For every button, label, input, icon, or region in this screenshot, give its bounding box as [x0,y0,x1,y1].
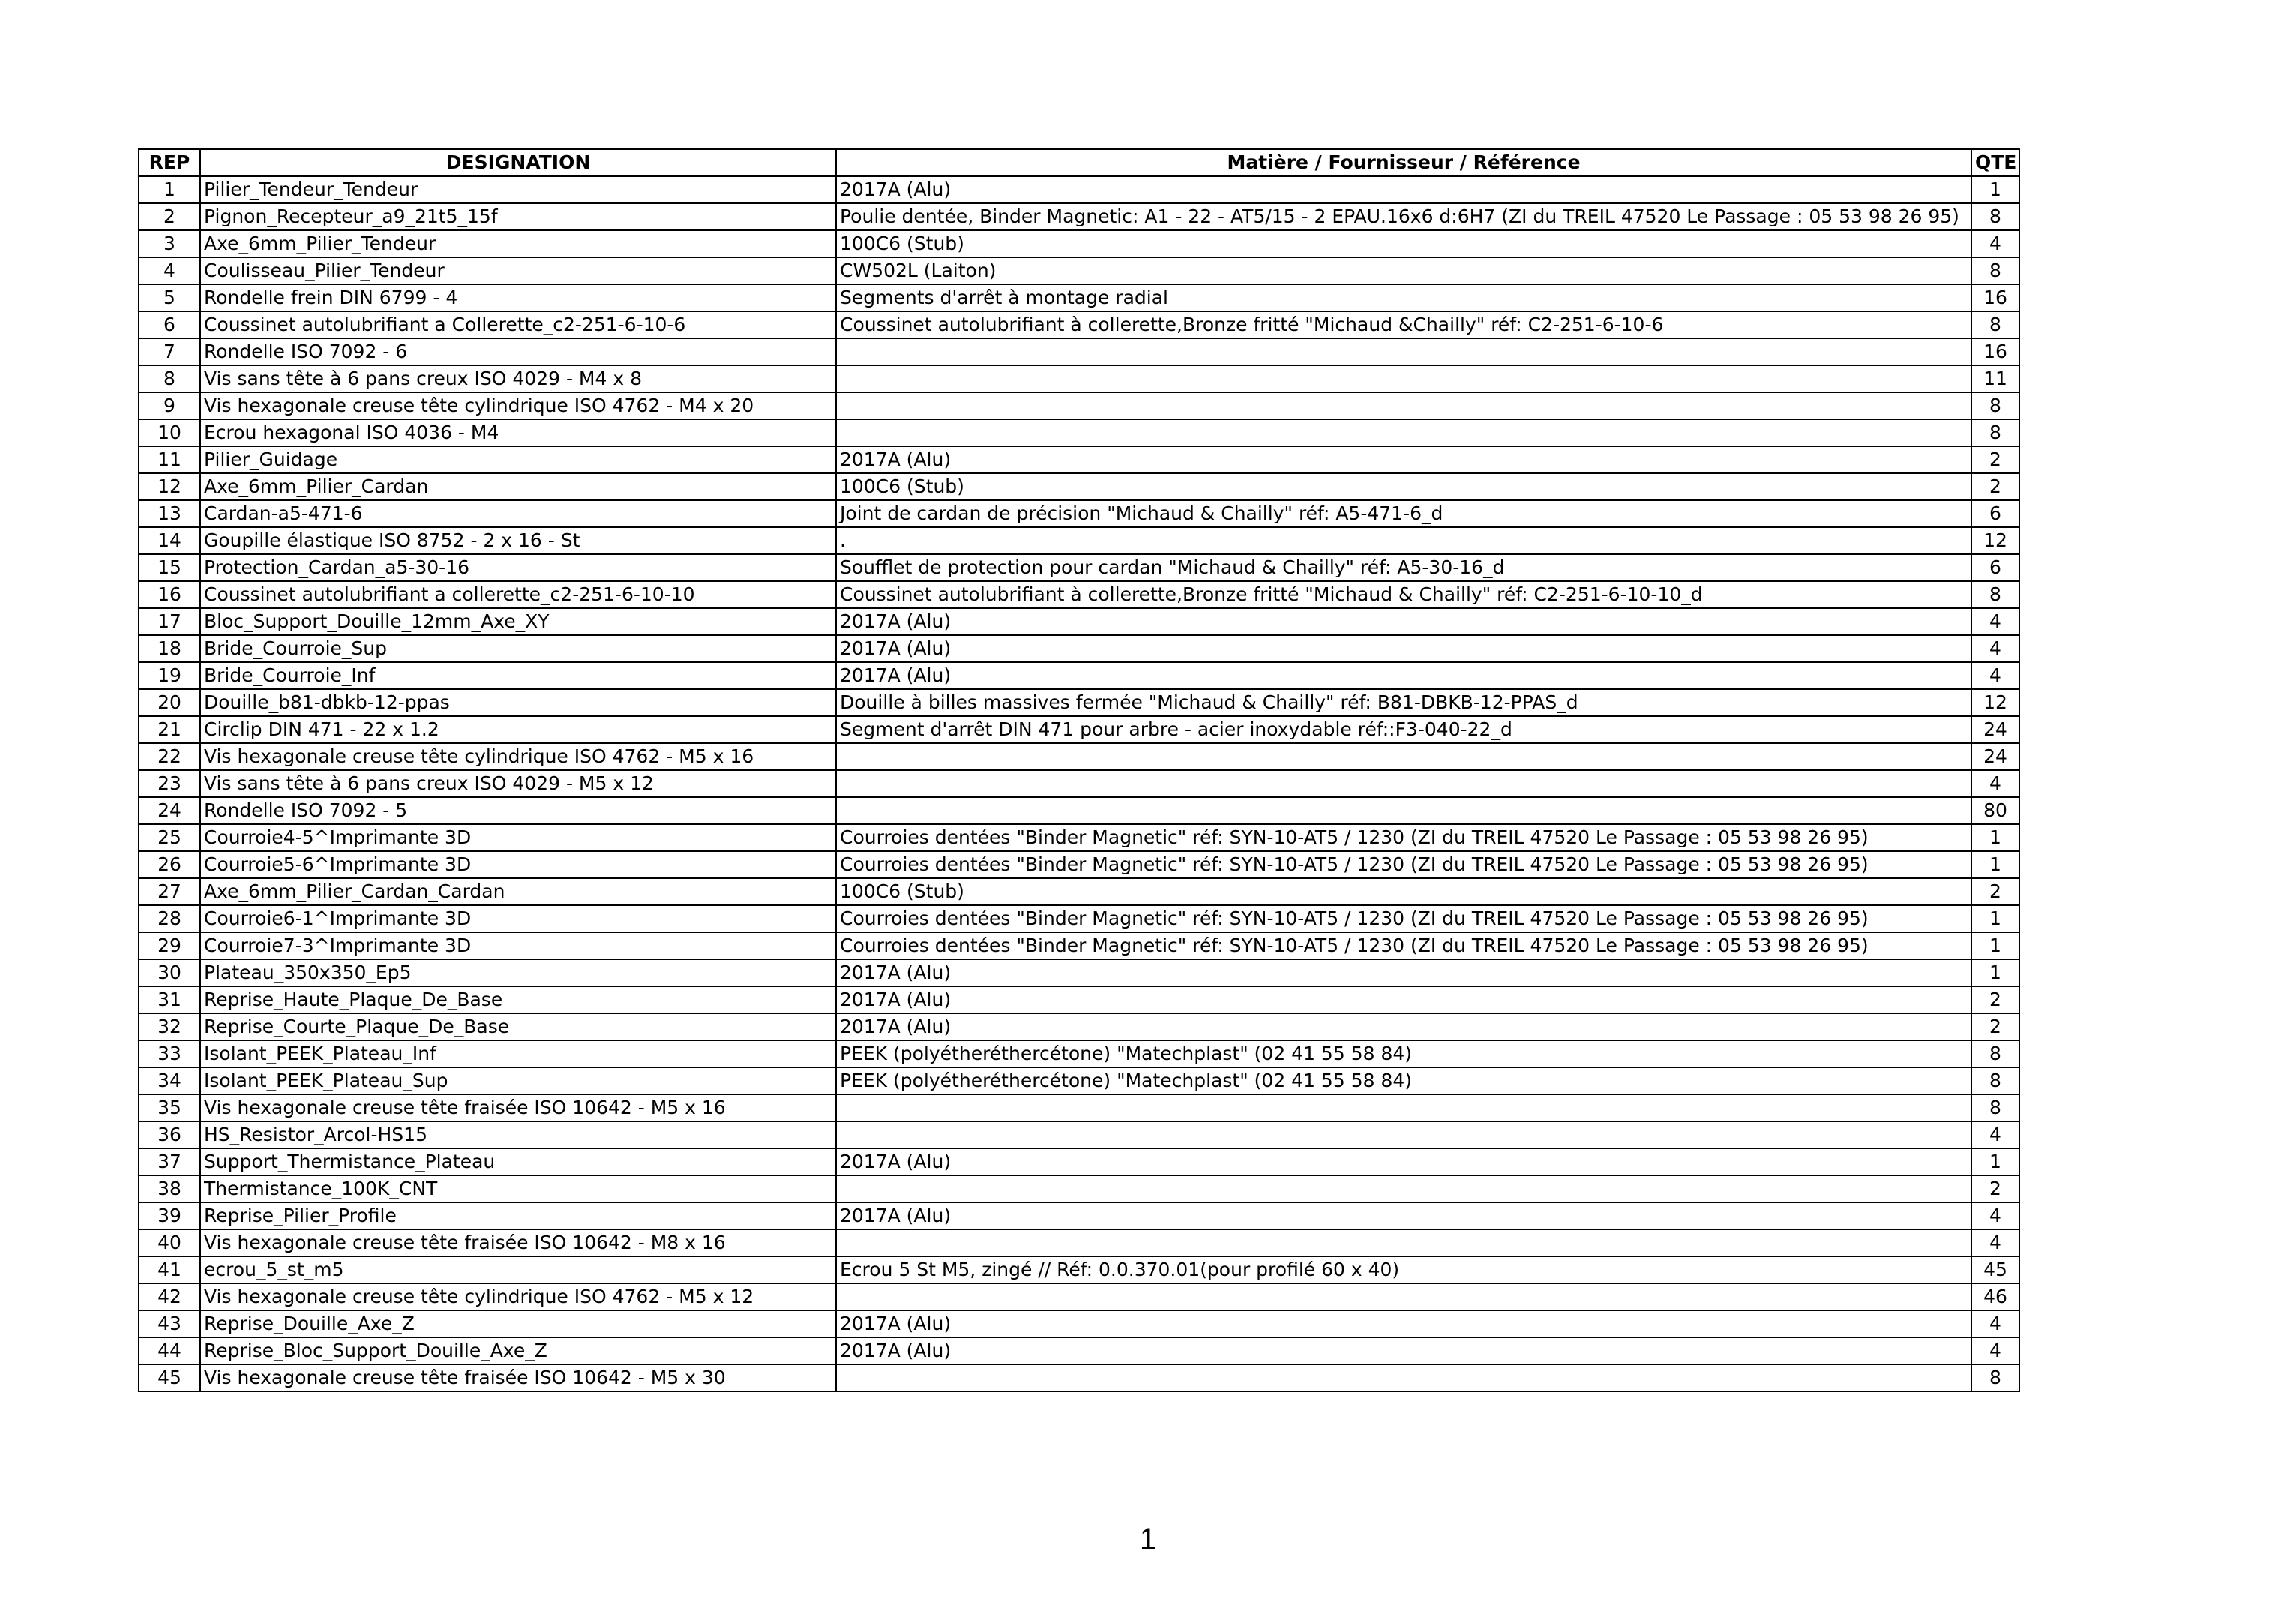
cell-designation: Bloc_Support_Douille_12mm_Axe_XY [200,608,836,635]
cell-designation: Rondelle frein DIN 6799 - 4 [200,284,836,311]
cell-material [836,1121,1971,1148]
cell-qty: 8 [1971,581,2019,608]
cell-material: Douille à billes massives fermée "Michaud & Chailly" réf: B81-DBKB-12-PPAS_d [836,689,1971,716]
cell-designation: Cardan-a5-471-6 [200,500,836,527]
table-row [139,365,2019,392]
header-qty: QTE [1971,149,2019,176]
table-row [139,1202,2019,1229]
cell-qty: 1 [1971,905,2019,932]
cell-rep: 27 [139,878,200,905]
cell-material: 2017A (Alu) [836,986,1971,1013]
table-row [139,230,2019,257]
cell-rep: 11 [139,446,200,473]
cell-qty: 6 [1971,500,2019,527]
cell-material: 2017A (Alu) [836,176,1971,203]
cell-qty: 1 [1971,932,2019,959]
table-row [139,1094,2019,1121]
cell-rep: 9 [139,392,200,419]
cell-designation: Reprise_Douille_Axe_Z [200,1310,836,1337]
cell-material [836,392,1971,419]
table-row [139,824,2019,851]
cell-rep: 35 [139,1094,200,1121]
cell-qty: 2 [1971,878,2019,905]
cell-rep: 13 [139,500,200,527]
cell-rep: 39 [139,1202,200,1229]
cell-qty: 80 [1971,797,2019,824]
cell-material: PEEK (polyétheréthercétone) "Matechplast" (02 41 55 58 84) [836,1067,1971,1094]
cell-qty: 1 [1971,176,2019,203]
cell-material [836,365,1971,392]
cell-rep: 3 [139,230,200,257]
cell-rep: 28 [139,905,200,932]
cell-rep: 43 [139,1310,200,1337]
table-row [139,635,2019,662]
cell-rep: 21 [139,716,200,743]
table-row [139,554,2019,581]
cell-designation: Bride_Courroie_Sup [200,635,836,662]
table-header-row [139,149,2019,176]
table-row [139,986,2019,1013]
cell-designation: Axe_6mm_Pilier_Cardan [200,473,836,500]
cell-material: Poulie dentée, Binder Magnetic: A1 - 22 - AT5/15 - 2 EPAU.16x6 d:6H7 (ZI du TREIL 47520 Le Passage : 05 53 98 26 95) [836,203,1971,230]
table-row [139,1148,2019,1175]
cell-qty: 8 [1971,392,2019,419]
table-row [139,1337,2019,1364]
cell-designation: Ecrou hexagonal ISO 4036 - M4 [200,419,836,446]
table-row [139,1283,2019,1310]
cell-designation: Coussinet autolubrifiant a collerette_c2-251-6-10-10 [200,581,836,608]
table-row [139,176,2019,203]
cell-rep: 2 [139,203,200,230]
cell-rep: 5 [139,284,200,311]
cell-material: PEEK (polyétheréthercétone) "Matechplast" (02 41 55 58 84) [836,1040,1971,1067]
cell-material: Ecrou 5 St M5, zingé // Réf: 0.0.370.01(pour profilé 60 x 40) [836,1256,1971,1283]
cell-rep: 29 [139,932,200,959]
parts-table [138,148,2020,1392]
cell-rep: 26 [139,851,200,878]
cell-material: 2017A (Alu) [836,662,1971,689]
cell-qty: 6 [1971,554,2019,581]
cell-designation: Vis sans tête à 6 pans creux ISO 4029 - M4 x 8 [200,365,836,392]
cell-material: 2017A (Alu) [836,608,1971,635]
cell-material: Courroies dentées "Binder Magnetic" réf: SYN-10-AT5 / 1230 (ZI du TREIL 47520 Le Passage : 05 53 98 26 95) [836,932,1971,959]
cell-material [836,1364,1971,1391]
cell-designation: Vis hexagonale creuse tête cylindrique ISO 4762 - M5 x 12 [200,1283,836,1310]
cell-material [836,797,1971,824]
cell-designation: Reprise_Courte_Plaque_De_Base [200,1013,836,1040]
cell-designation: Courroie6-1^Imprimante 3D [200,905,836,932]
cell-rep: 44 [139,1337,200,1364]
cell-qty: 4 [1971,608,2019,635]
cell-designation: Isolant_PEEK_Plateau_Sup [200,1067,836,1094]
table-row [139,1175,2019,1202]
cell-qty: 16 [1971,338,2019,365]
table-row [139,284,2019,311]
cell-rep: 16 [139,581,200,608]
cell-material: Courroies dentées "Binder Magnetic" réf: SYN-10-AT5 / 1230 (ZI du TREIL 47520 Le Passage : 05 53 98 26 95) [836,905,1971,932]
cell-material: Coussinet autolubrifiant à collerette,Bronze fritté "Michaud &Chailly" réf: C2-251-6-10-6 [836,311,1971,338]
cell-rep: 32 [139,1013,200,1040]
cell-qty: 2 [1971,986,2019,1013]
cell-qty: 8 [1971,257,2019,284]
cell-rep: 15 [139,554,200,581]
cell-material: Courroies dentées "Binder Magnetic" réf: SYN-10-AT5 / 1230 (ZI du TREIL 47520 Le Passage : 05 53 98 26 95) [836,851,1971,878]
cell-rep: 33 [139,1040,200,1067]
cell-rep: 24 [139,797,200,824]
table-row [139,608,2019,635]
cell-material: Courroies dentées "Binder Magnetic" réf: SYN-10-AT5 / 1230 (ZI du TREIL 47520 Le Passage : 05 53 98 26 95) [836,824,1971,851]
cell-rep: 6 [139,311,200,338]
cell-designation: Support_Thermistance_Plateau [200,1148,836,1175]
cell-designation: Rondelle ISO 7092 - 5 [200,797,836,824]
cell-qty: 8 [1971,419,2019,446]
cell-qty: 24 [1971,743,2019,770]
table-row [139,743,2019,770]
table-row [139,1121,2019,1148]
cell-designation: Protection_Cardan_a5-30-16 [200,554,836,581]
cell-qty: 11 [1971,365,2019,392]
cell-material: 2017A (Alu) [836,1310,1971,1337]
cell-rep: 10 [139,419,200,446]
cell-rep: 34 [139,1067,200,1094]
cell-material: 100C6 (Stub) [836,230,1971,257]
table-row [139,1067,2019,1094]
cell-designation: Courroie7-3^Imprimante 3D [200,932,836,959]
cell-material: 100C6 (Stub) [836,473,1971,500]
cell-rep: 14 [139,527,200,554]
cell-rep: 12 [139,473,200,500]
cell-material [836,419,1971,446]
cell-designation: Thermistance_100K_CNT [200,1175,836,1202]
table-row [139,203,2019,230]
cell-rep: 36 [139,1121,200,1148]
cell-designation: Reprise_Haute_Plaque_De_Base [200,986,836,1013]
cell-designation: Vis hexagonale creuse tête cylindrique ISO 4762 - M4 x 20 [200,392,836,419]
cell-qty: 16 [1971,284,2019,311]
cell-designation: Douille_b81-dbkb-12-ppas [200,689,836,716]
cell-qty: 8 [1971,1040,2019,1067]
cell-material: 2017A (Alu) [836,1202,1971,1229]
cell-rep: 20 [139,689,200,716]
cell-rep: 41 [139,1256,200,1283]
table-row [139,662,2019,689]
cell-designation: Courroie4-5^Imprimante 3D [200,824,836,851]
table-row [139,905,2019,932]
cell-qty: 4 [1971,770,2019,797]
cell-rep: 7 [139,338,200,365]
cell-rep: 18 [139,635,200,662]
cell-rep: 30 [139,959,200,986]
cell-qty: 8 [1971,1094,2019,1121]
cell-designation: Pilier_Guidage [200,446,836,473]
cell-qty: 4 [1971,1229,2019,1256]
cell-designation: Axe_6mm_Pilier_Tendeur [200,230,836,257]
cell-rep: 17 [139,608,200,635]
cell-qty: 4 [1971,230,2019,257]
cell-material [836,743,1971,770]
cell-rep: 38 [139,1175,200,1202]
cell-material: 2017A (Alu) [836,1013,1971,1040]
table-row [139,446,2019,473]
table-row [139,500,2019,527]
header-rep: REP [139,149,200,176]
cell-qty: 8 [1971,203,2019,230]
cell-designation: Reprise_Pilier_Profile [200,1202,836,1229]
cell-qty: 1 [1971,851,2019,878]
table-row [139,1229,2019,1256]
cell-qty: 45 [1971,1256,2019,1283]
cell-qty: 2 [1971,1013,2019,1040]
cell-rep: 22 [139,743,200,770]
cell-designation: Goupille élastique ISO 8752 - 2 x 16 - St [200,527,836,554]
table-row [139,770,2019,797]
cell-rep: 45 [139,1364,200,1391]
cell-qty: 8 [1971,311,2019,338]
table-row [139,1364,2019,1391]
cell-designation: ecrou_5_st_m5 [200,1256,836,1283]
cell-qty: 4 [1971,1121,2019,1148]
table-row [139,311,2019,338]
cell-designation: Plateau_350x350_Ep5 [200,959,836,986]
cell-qty: 1 [1971,1148,2019,1175]
cell-designation: Rondelle ISO 7092 - 6 [200,338,836,365]
table-row [139,257,2019,284]
table-row [139,1310,2019,1337]
cell-material: Soufflet de protection pour cardan "Michaud & Chailly" réf: A5-30-16_d [836,554,1971,581]
cell-designation: Reprise_Bloc_Support_Douille_Axe_Z [200,1337,836,1364]
cell-designation: Vis hexagonale creuse tête fraisée ISO 10642 - M5 x 30 [200,1364,836,1391]
bill-of-materials [138,148,2019,1392]
cell-qty: 1 [1971,959,2019,986]
cell-rep: 25 [139,824,200,851]
cell-qty: 2 [1971,473,2019,500]
cell-qty: 4 [1971,1202,2019,1229]
table-row [139,932,2019,959]
cell-material: Joint de cardan de précision "Michaud & Chailly" réf: A5-471-6_d [836,500,1971,527]
cell-designation: Coussinet autolubrifiant a Collerette_c2-251-6-10-6 [200,311,836,338]
cell-designation: HS_Resistor_Arcol-HS15 [200,1121,836,1148]
cell-designation: Vis hexagonale creuse tête fraisée ISO 10642 - M5 x 16 [200,1094,836,1121]
cell-material [836,1175,1971,1202]
page-number: 1 [1139,1522,1157,1556]
cell-designation: Circlip DIN 471 - 22 x 1.2 [200,716,836,743]
cell-material: Coussinet autolubrifiant à collerette,Bronze fritté "Michaud & Chailly" réf: C2-251-6-10-10_d [836,581,1971,608]
cell-designation: Pignon_Recepteur_a9_21t5_15f [200,203,836,230]
cell-designation: Pilier_Tendeur_Tendeur [200,176,836,203]
cell-qty: 8 [1971,1364,2019,1391]
cell-designation: Axe_6mm_Pilier_Cardan_Cardan [200,878,836,905]
cell-qty: 4 [1971,635,2019,662]
cell-material [836,338,1971,365]
cell-material: 100C6 (Stub) [836,878,1971,905]
cell-material: Segments d'arrêt à montage radial [836,284,1971,311]
cell-rep: 8 [139,365,200,392]
cell-rep: 19 [139,662,200,689]
cell-qty: 4 [1971,662,2019,689]
cell-rep: 31 [139,986,200,1013]
cell-material: 2017A (Alu) [836,1148,1971,1175]
table-row [139,851,2019,878]
table-row [139,716,2019,743]
cell-qty: 8 [1971,1067,2019,1094]
table-row [139,527,2019,554]
cell-material: 2017A (Alu) [836,446,1971,473]
cell-material [836,1283,1971,1310]
cell-rep: 1 [139,176,200,203]
cell-qty: 2 [1971,1175,2019,1202]
table-row [139,338,2019,365]
cell-qty: 12 [1971,689,2019,716]
cell-qty: 12 [1971,527,2019,554]
table-row [139,689,2019,716]
cell-qty: 4 [1971,1310,2019,1337]
cell-designation: Isolant_PEEK_Plateau_Inf [200,1040,836,1067]
cell-designation: Coulisseau_Pilier_Tendeur [200,257,836,284]
cell-designation: Courroie5-6^Imprimante 3D [200,851,836,878]
table-body [139,176,2019,1391]
cell-qty: 46 [1971,1283,2019,1310]
cell-material: CW502L (Laiton) [836,257,1971,284]
table-row [139,473,2019,500]
cell-material [836,770,1971,797]
cell-designation: Vis hexagonale creuse tête fraisée ISO 10642 - M8 x 16 [200,1229,836,1256]
cell-qty: 1 [1971,824,2019,851]
header-material: Matière / Fournisseur / Référence [836,149,1971,176]
table-row [139,1040,2019,1067]
table-row [139,1256,2019,1283]
cell-material: . [836,527,1971,554]
cell-rep: 23 [139,770,200,797]
table-row [139,878,2019,905]
cell-material: Segment d'arrêt DIN 471 pour arbre - acier inoxydable réf::F3-040-22_d [836,716,1971,743]
cell-material [836,1094,1971,1121]
cell-material: 2017A (Alu) [836,635,1971,662]
table-row [139,419,2019,446]
cell-material [836,1229,1971,1256]
cell-qty: 2 [1971,446,2019,473]
cell-designation: Bride_Courroie_Inf [200,662,836,689]
cell-rep: 4 [139,257,200,284]
table-row [139,392,2019,419]
table-row [139,1013,2019,1040]
table-row [139,959,2019,986]
cell-rep: 37 [139,1148,200,1175]
cell-designation: Vis hexagonale creuse tête cylindrique ISO 4762 - M5 x 16 [200,743,836,770]
cell-qty: 4 [1971,1337,2019,1364]
header-designation: DESIGNATION [200,149,836,176]
cell-rep: 42 [139,1283,200,1310]
table-row [139,797,2019,824]
cell-material: 2017A (Alu) [836,1337,1971,1364]
table-row [139,581,2019,608]
cell-material: 2017A (Alu) [836,959,1971,986]
cell-rep: 40 [139,1229,200,1256]
cell-qty: 24 [1971,716,2019,743]
cell-designation: Vis sans tête à 6 pans creux ISO 4029 - M5 x 12 [200,770,836,797]
